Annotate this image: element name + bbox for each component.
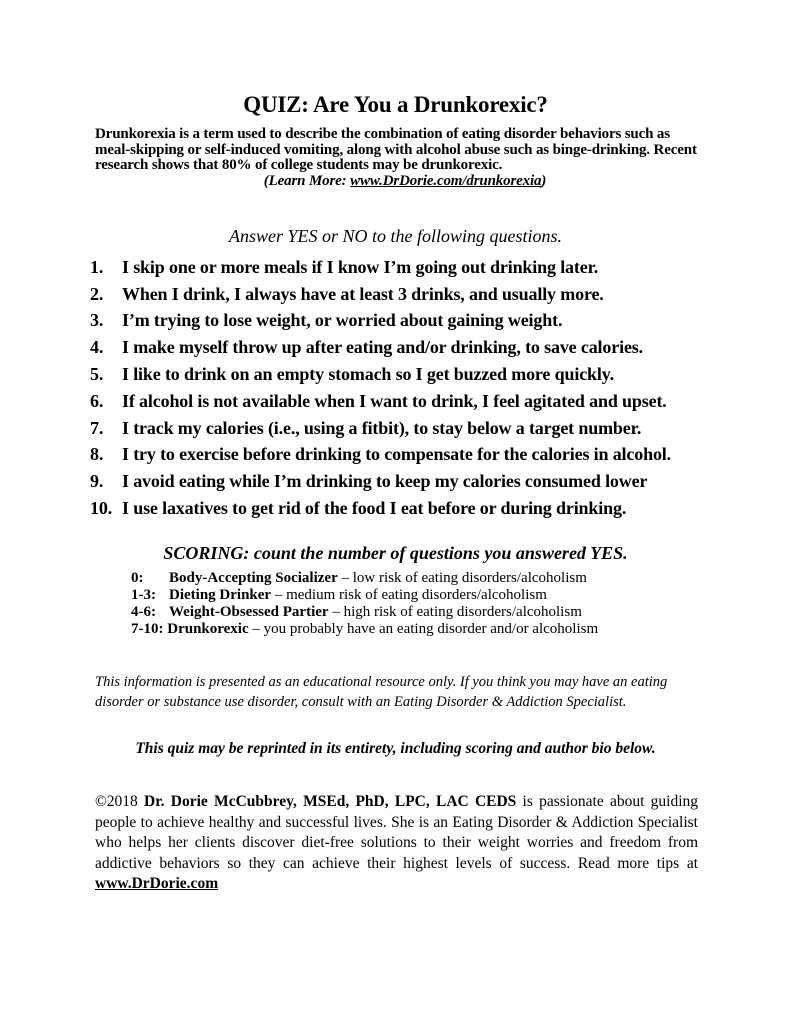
disclaimer-text: This information is presented as an educational resource only. If you think you may have an eating disorder or substance use disorder, consult with an Eating Disorder & Addiction Specialist. xyxy=(95,674,668,710)
question-number: 3. xyxy=(90,310,104,331)
scoring-item xyxy=(131,621,691,638)
question-item xyxy=(90,334,730,361)
score-description: – low risk of eating disorders/alcoholism xyxy=(337,570,587,586)
question-text: I like to drink on an empty stomach so I get buzzed more quickly. xyxy=(122,364,614,385)
quiz-title: QUIZ: Are You a Drunkorexic? xyxy=(243,92,548,117)
question-item xyxy=(90,442,730,469)
question-text: I skip one or more meals if I know I’m going out drinking later. xyxy=(122,256,599,277)
score-range: 1-3: xyxy=(131,587,156,603)
question-item xyxy=(90,361,730,388)
bio-text: is passionate about guiding people to achieve healthy and successful lives. She is an Eating Disorder & Addiction Specialist who helps her clients discover diet-free solutions to their weight worries and freedom from addictive behaviors so they can achieve their highest levels of success. Read more tips at xyxy=(95,793,699,872)
question-item xyxy=(90,308,730,335)
scoring-heading: SCORING: count the number of questions you answered YES. xyxy=(163,543,628,563)
learn-more-suffix: ) xyxy=(541,172,547,189)
question-item xyxy=(90,254,730,281)
score-category: Drunkorexic xyxy=(167,621,249,637)
score-category: Dieting Drinker xyxy=(169,587,272,603)
question-number: 10. xyxy=(90,498,113,519)
question-text: I try to exercise before drinking to compensate for the calories in alcohol. xyxy=(122,444,672,465)
question-list xyxy=(90,254,730,522)
question-number: 7. xyxy=(90,417,104,438)
score-description: – medium risk of eating disorders/alcoholism xyxy=(271,587,547,603)
bio-copyright: ©2018 xyxy=(95,793,145,810)
learn-more-prefix: (Learn More: xyxy=(263,172,351,189)
question-text: When I drink, I always have at least 3 drinks, and usually more. xyxy=(122,283,604,304)
question-number: 6. xyxy=(90,390,104,411)
scoring-list xyxy=(131,570,691,638)
instruction-text: Answer YES or NO to the following questions. xyxy=(228,226,563,246)
question-item xyxy=(90,388,730,415)
score-range: 0: xyxy=(131,570,144,586)
bio-author-name: Dr. Dorie McCubbrey, MSEd, PhD, LPC, LAC CEDS xyxy=(144,793,517,810)
scoring-item xyxy=(131,587,691,604)
question-text: I track my calories (i.e., using a fitbit), to stay below a target number. xyxy=(122,417,642,438)
question-text: I avoid eating while I’m drinking to keep my calories consumed lower xyxy=(122,471,648,492)
reprint-notice: This quiz may be reprinted in its entirety, including scoring and author bio below. xyxy=(135,740,656,757)
question-item xyxy=(90,415,730,442)
author-bio xyxy=(95,792,698,895)
question-text: I make myself throw up after eating and/or drinking, to save calories. xyxy=(122,337,643,358)
learn-more-link[interactable]: www.DrDorie.com/drunkorexia xyxy=(350,172,542,189)
intro-text: Drunkorexia is a term used to describe the combination of eating disorder behaviors such as meal-skipping or self-induced vomiting, along with alcohol abuse such as binge-drinking. Recent research shows that 80% of college students may be drunkorexic. xyxy=(95,126,697,173)
question-number: 1. xyxy=(90,256,104,277)
question-number: 8. xyxy=(90,444,104,465)
score-category: Weight-Obsessed Partier xyxy=(169,604,329,620)
score-range: 4-6: xyxy=(131,604,156,620)
question-item xyxy=(90,495,730,522)
question-text: I use laxatives to get rid of the food I eat before or during drinking. xyxy=(122,498,627,519)
question-number: 9. xyxy=(90,471,104,492)
question-number: 4. xyxy=(90,337,104,358)
score-description: – high risk of eating disorders/alcoholism xyxy=(328,604,582,620)
scoring-item xyxy=(131,604,691,621)
score-range: 7-10: xyxy=(131,621,164,637)
question-text: If alcohol is not available when I want to drink, I feel agitated and upset. xyxy=(122,390,667,411)
score-description: – you probably have an eating disorder and/or alcoholism xyxy=(248,621,599,637)
question-item xyxy=(90,468,730,495)
question-number: 5. xyxy=(90,364,104,385)
intro-paragraph xyxy=(95,127,705,189)
scoring-item xyxy=(131,570,691,587)
bio-website-link[interactable]: www.DrDorie.com xyxy=(95,875,219,892)
score-category: Body-Accepting Socializer xyxy=(169,570,338,586)
question-number: 2. xyxy=(90,283,104,304)
learn-more-line xyxy=(105,174,705,190)
question-text: I’m trying to lose weight, or worried about gaining weight. xyxy=(122,310,563,331)
question-item xyxy=(90,281,730,308)
